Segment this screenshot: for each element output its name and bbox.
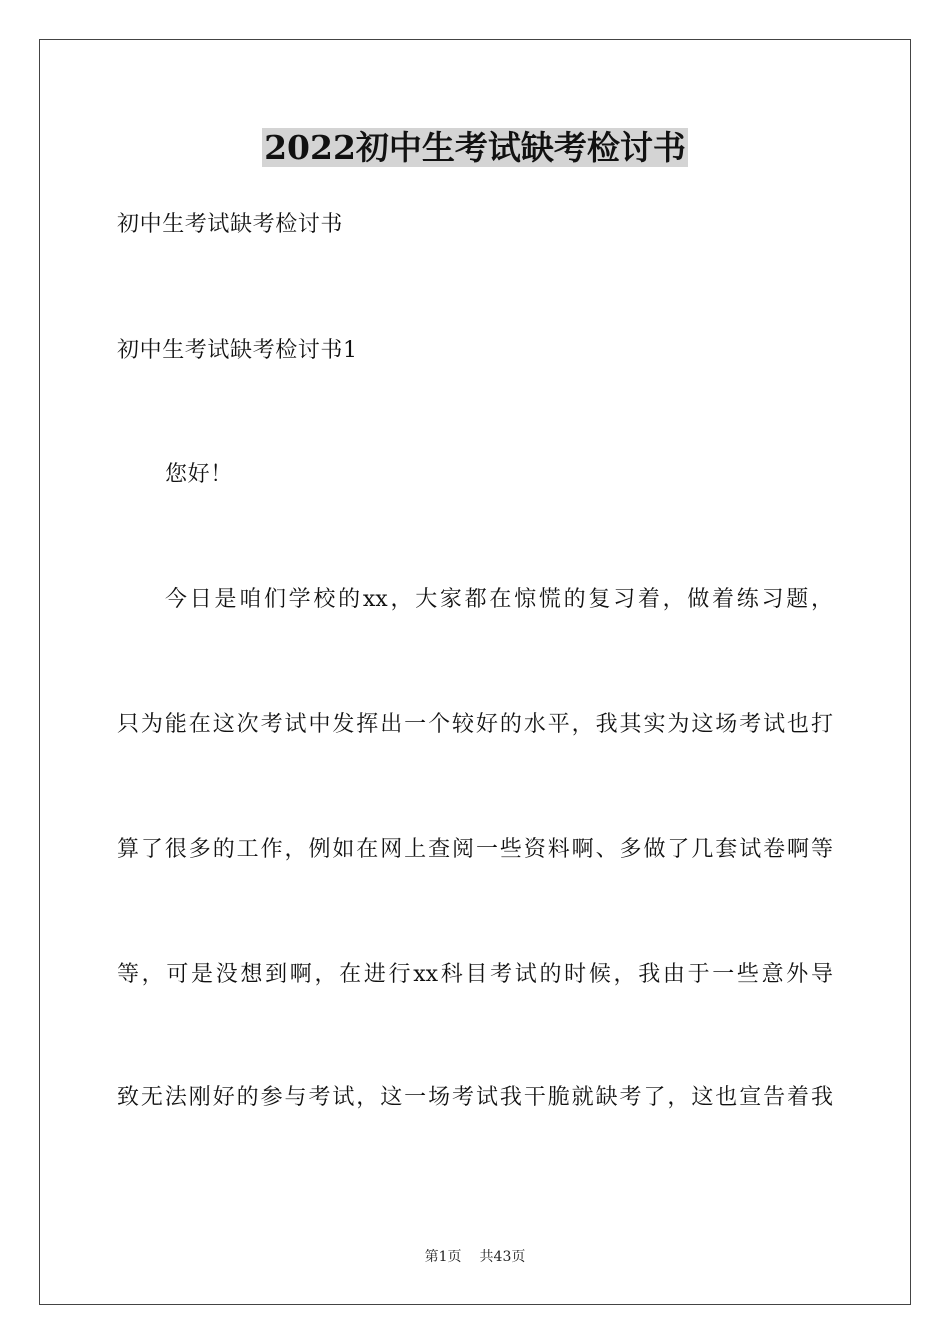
body-line: 致无法刚好的参与考试，这一场考试我干脆就缺考了，这也宣告着我 xyxy=(117,1085,833,1110)
page-number: 第1页 xyxy=(424,1249,462,1265)
page-total: 共43页 xyxy=(479,1249,526,1265)
body-line: 算了很多的工作，例如在网上查阅一些资料啊、多做了几套试卷啊等 xyxy=(117,837,833,862)
body-line: 今日是咱们学校的xx，大家都在惊慌的复习着，做着练习题， xyxy=(165,587,833,612)
body-line: 只为能在这次考试中发挥出一个较好的水平，我其实为这场考试也打 xyxy=(117,712,833,737)
body-line: 等，可是没想到啊，在进行xx科目考试的时候，我由于一些意外导 xyxy=(117,962,833,987)
document-title xyxy=(0,128,950,168)
document-title-text: 2022初中生考试缺考检讨书 xyxy=(264,128,686,167)
subtitle-line: 初中生考试缺考检讨书 xyxy=(117,212,344,237)
section-heading: 初中生考试缺考检讨书1 xyxy=(117,338,358,363)
greeting-line: 您好！ xyxy=(165,462,233,487)
page-footer xyxy=(0,1248,950,1266)
